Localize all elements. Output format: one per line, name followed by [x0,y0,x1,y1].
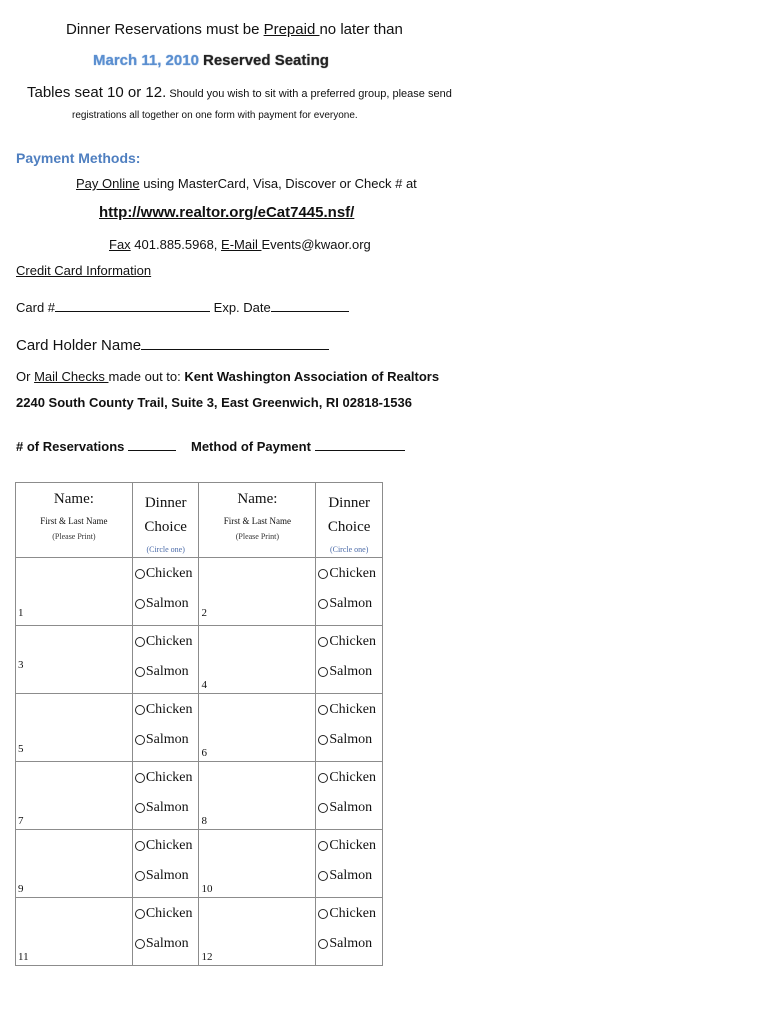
tables-info-line2: registrations all together on one form with payment for everyone. [72,110,358,121]
choice-title [133,491,199,539]
chicken-option[interactable] [318,906,376,922]
choice-title-2: Choice [144,519,187,535]
name-header-right [199,483,316,558]
deadline-date: March 11, 2010 [93,52,199,69]
name-cell[interactable] [16,830,133,898]
choice-subtitle: (Circle one) [329,545,369,554]
name-cell[interactable] [199,830,316,898]
radio-circle-icon[interactable] [318,705,328,715]
choice-cell [132,898,199,966]
option-label: Salmon [145,596,189,611]
chicken-option[interactable] [318,566,376,582]
choice-cell [132,694,199,762]
option-label: Salmon [145,936,189,951]
name-subtitle2: (Please Print) [235,532,280,541]
radio-circle-icon[interactable] [318,909,328,919]
choice-cell [316,626,383,694]
choice-cell [316,694,383,762]
name-cell[interactable] [199,558,316,626]
salmon-option[interactable] [318,868,372,884]
chicken-option[interactable] [135,838,193,854]
salmon-option[interactable] [135,596,189,612]
reserved-seating: Reserved Seating [203,52,329,69]
option-label: Chicken [329,770,376,785]
choice-title-1: Dinner [328,495,370,511]
card-number-field[interactable] [55,311,210,312]
row-number: 5 [18,743,24,755]
fax-email-line [109,237,371,252]
radio-circle-icon[interactable] [135,705,145,715]
radio-circle-icon[interactable] [318,773,328,783]
chicken-option[interactable] [135,770,193,786]
table-row [16,898,383,966]
row-number: 9 [18,883,24,895]
row-number: 11 [18,951,29,963]
radio-circle-icon[interactable] [318,599,328,609]
option-label: Chicken [329,838,376,853]
salmon-option[interactable] [318,800,372,816]
fax-number: 401.885.5968, [130,237,222,252]
name-header-left [16,483,133,558]
radio-circle-icon[interactable] [135,569,145,579]
row-number: 3 [18,659,24,671]
radio-circle-icon[interactable] [318,569,328,579]
pay-online-text: using MasterCard, Visa, Discover or Check # at [139,176,417,191]
payment-method-field[interactable] [315,450,405,451]
salmon-option[interactable] [318,664,372,680]
option-label: Chicken [329,566,376,581]
exp-date-field[interactable] [271,311,349,312]
deadline-line [66,21,403,38]
table-row [16,762,383,830]
mail-org-name: Kent Washington Association of Realtors [184,369,440,384]
option-label: Salmon [145,664,189,679]
chicken-option[interactable] [135,566,193,582]
table-header-row [16,483,383,558]
name-cell[interactable] [199,762,316,830]
row-number: 6 [201,747,207,759]
payment-method-line [191,439,405,454]
option-label: Chicken [329,906,376,921]
reservation-table [15,482,383,966]
chicken-option[interactable] [318,702,376,718]
radio-circle-icon[interactable] [135,599,145,609]
choice-cell [316,558,383,626]
radio-circle-icon[interactable] [135,803,145,813]
name-subtitle: First & Last Name [223,516,292,526]
radio-circle-icon[interactable] [318,803,328,813]
name-subtitle: First & Last Name [40,516,108,526]
radio-circle-icon[interactable] [135,939,145,949]
tables-info [27,84,452,102]
name-cell[interactable] [16,898,133,966]
radio-circle-icon[interactable] [318,871,328,881]
choice-cell [132,558,199,626]
fax-label: Fax [109,237,131,252]
email-address[interactable]: Events@kwaor.org [261,237,371,252]
mail-checks-label: Mail Checks [34,369,109,384]
choice-header-left [132,483,199,558]
radio-circle-icon[interactable] [135,773,145,783]
name-cell[interactable] [16,694,133,762]
row-number: 10 [201,883,213,895]
option-label: Chicken [145,906,193,921]
credit-card-heading: Credit Card Information [16,263,152,278]
radio-circle-icon[interactable] [135,909,145,919]
row-number: 1 [18,607,24,619]
option-label: Chicken [145,634,193,649]
salmon-option[interactable] [135,664,189,680]
radio-circle-icon[interactable] [318,939,328,949]
card-number-label: Card # [16,300,56,315]
radio-circle-icon[interactable] [135,841,145,851]
option-label: Chicken [329,702,376,717]
row-number: 2 [201,607,207,619]
choice-cell [316,830,383,898]
radio-circle-icon[interactable] [135,667,145,677]
reservations-field[interactable] [128,450,176,451]
name-cell[interactable] [199,898,316,966]
choice-cell [132,830,199,898]
table-row [16,830,383,898]
chicken-option[interactable] [318,770,376,786]
row-number: 8 [201,815,207,827]
chicken-option[interactable] [318,838,376,854]
reservations-label: # of Reservations [16,439,128,454]
option-label: Salmon [329,664,373,679]
chicken-option[interactable] [135,634,193,650]
radio-circle-icon[interactable] [135,735,145,745]
mail-address: 2240 South County Trail, Suite 3, East Greenwich, RI 02818-1536 [16,395,412,410]
name-title: Name: [237,491,278,507]
chicken-option[interactable] [135,702,193,718]
choice-title-1: Dinner [144,495,187,511]
radio-circle-icon[interactable] [318,637,328,647]
payment-methods-heading: Payment Methods: [16,150,141,166]
option-label: Salmon [329,732,373,747]
row-number: 4 [201,679,207,691]
choice-header-right [316,483,383,558]
payment-method-label: Method of Payment [191,439,315,454]
radio-circle-icon[interactable] [135,637,145,647]
tables-group-text: Should you wish to sit with a preferred group, please send [166,88,452,100]
salmon-option[interactable] [135,936,189,952]
chicken-option[interactable] [135,906,193,922]
chicken-option[interactable] [318,634,376,650]
card-number-line [16,300,349,315]
row-number: 12 [201,951,213,963]
choice-cell [132,762,199,830]
salmon-option[interactable] [135,800,189,816]
option-label: Salmon [145,868,189,883]
salmon-option[interactable] [318,732,372,748]
option-label: Salmon [329,800,373,815]
salmon-option[interactable] [135,868,189,884]
name-cell[interactable] [16,762,133,830]
deadline-prefix: Dinner Reservations must be [66,21,264,38]
mail-or: Or [16,369,35,384]
radio-circle-icon[interactable] [318,841,328,851]
choice-title [316,491,382,539]
salmon-option[interactable] [318,596,372,612]
exp-date-label: Exp. Date [210,300,271,315]
row-number: 7 [18,815,24,827]
card-holder-label: Card Holder Name [16,337,142,354]
option-label: Chicken [145,566,193,581]
choice-subtitle: (Circle one) [146,545,185,554]
option-label: Chicken [329,634,376,649]
mail-made-out: made out to: [108,369,185,384]
prepaid-text: Prepaid [263,21,320,38]
choice-title-2: Choice [327,519,371,535]
option-label: Chicken [145,770,193,785]
salmon-option[interactable] [318,936,372,952]
name-cell[interactable] [199,626,316,694]
choice-cell [132,626,199,694]
radio-circle-icon[interactable] [318,735,328,745]
name-subtitle2: (Please Print) [52,532,96,541]
table-row [16,558,383,626]
pay-online-link[interactable]: Pay Online [76,176,140,191]
tables-seat-text: Tables seat 10 or 12. [27,84,167,101]
pay-online-line [76,176,417,191]
mail-checks-line [16,369,439,384]
card-holder-line [16,337,329,354]
table-row [16,626,383,694]
name-title: Name: [53,491,94,507]
option-label: Chicken [145,838,193,853]
table-row [16,694,383,762]
option-label: Salmon [329,936,373,951]
salmon-option[interactable] [135,732,189,748]
name-cell[interactable] [16,626,133,694]
card-holder-field[interactable] [141,349,329,350]
name-cell[interactable] [199,694,316,762]
choice-cell [316,898,383,966]
radio-circle-icon[interactable] [135,871,145,881]
name-cell[interactable] [16,558,133,626]
email-label: E-Mail [221,237,262,252]
option-label: Salmon [145,732,189,747]
option-label: Salmon [329,868,373,883]
payment-url-link[interactable]: http://www.realtor.org/eCat7445.nsf/ [99,204,355,221]
deadline-suffix: no later than [319,21,403,38]
option-label: Chicken [145,702,193,717]
option-label: Salmon [329,596,373,611]
option-label: Salmon [145,800,189,815]
choice-cell [316,762,383,830]
radio-circle-icon[interactable] [318,667,328,677]
reservations-count-line [16,439,176,454]
